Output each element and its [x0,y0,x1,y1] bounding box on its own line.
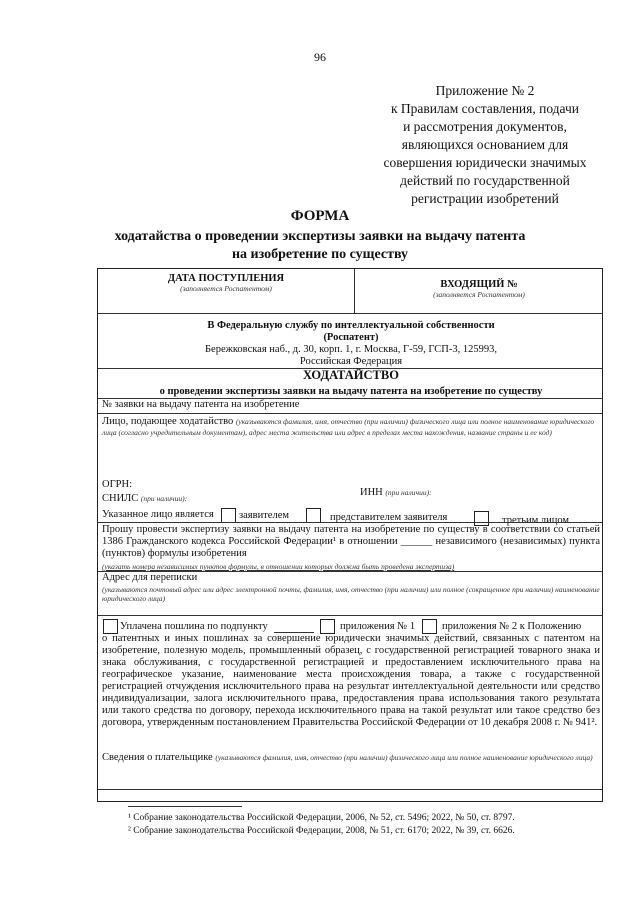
divider [98,313,602,314]
footnote-separator [128,806,242,807]
appendix-line: Приложение № 2 [435,83,535,98]
petition-title: ХОДАТАЙСТВО [303,368,399,382]
fee-text-rest: о патентных и иных пошлинах за совершение юридически значимых действий, связанных с патентом на изобретение, полезную модель, промышленный образец, с государственной регистрацией товарного знака и знака обслуживания, с государственной регистрацией и предоставлением исключительного права на географическое указание, наименование места происхождения товара, а также с государственной регистрацией отчуждения исключительного права на результат интеллектуальной деятельности или средство индивидуализации, залога исключительного права, предоставления права использования такого результата или такого средства по договору, перехода исключительного права на такой результат или такое средство без договора, утвержденным постановлением Правительства Российской Федерации от 10 декабря 2008 г. № 941². [102,633,600,728]
appendix1-checkbox[interactable] [320,619,335,634]
appendix-line: и рассмотрения документов, [403,119,567,134]
appendix-line: регистрации изобретений [411,191,559,206]
addressee-line: Российская Федерация [299,356,403,367]
representative-checkbox[interactable] [306,508,321,523]
applicant-option-label: заявителем [239,510,290,521]
payer-note: (указываются фамилия, имя, отчество (при наличии) физического лица или полное наименование юридического лица) [215,753,593,762]
fee-text-c: приложения № 2 к Положению [442,621,582,632]
fee-text-a: Уплачена пошлина по подпункту [120,621,268,632]
appendix-line: совершения юридически значимых [383,155,587,170]
petitioner-note: (указываются фамилия, имя, отчество (при наличии) физического лица или полное наименование юридического лица (согласно учредительным документам), адрес места жительства или адрес в пределах места нахождения, название страны и ее код) [102,417,595,437]
petition-subtitle: о проведении экспертизы заявки на выдачу патента на изобретение по существу [159,386,543,397]
addressee-line: В Федеральную службу по интеллектуальной собственности [207,320,495,331]
inn-label: ИНН [360,487,383,498]
appendix-line: к Правилам составления, подачи [390,101,580,116]
addressee-block [98,320,604,368]
form-subtitle-line: на изобретение по существу [231,247,409,262]
date-label: ДАТА ПОСТУПЛЕНИЯ [167,273,285,284]
snils-field [102,493,187,505]
footnote-2: ² Собрание законодательства Российской Федерации, 2008, № 51, ст. 6170; 2022, № 39, ст. 6626. [128,826,515,836]
appendix-line: действий по государственной [400,173,570,188]
divider [98,413,602,414]
applicant-checkbox[interactable] [221,508,236,523]
appendix-line: являющихся основанием для [401,137,569,152]
petitioner-label: Лицо, подающее ходатайство [102,416,234,427]
snils-label: СНИЛС [102,493,139,504]
divider [98,522,602,523]
representative-option-label: представителем заявителя [330,512,448,523]
incoming-label: ВХОДЯЩИЙ № [440,279,518,290]
payer-label: Сведения о плательщике [102,752,213,763]
third-party-option-label: третьим лицом [502,515,570,526]
correspondence-label: Адрес для переписки [102,572,198,583]
date-note: (заполняется Роспатентом) [180,284,272,293]
request-note: (указать номера независимых пунктов формулы, в отношении которых должна быть проведена экспертиза) [102,562,455,571]
role-label: Указанное лицо является [102,509,214,520]
request-text: Прошу провести экспертизу заявки на выдачу патента на изобретение по существу в соответствии со статьей 1386 Гражданского кодекса Российской Федерации¹ в отношении ______ независимого (независимых) пункта (пунктов) формулы изобретения [102,524,600,559]
inn-note: (при наличии): [385,488,432,497]
form-title: ФОРМА [290,208,350,224]
appendix2-checkbox[interactable] [422,619,437,634]
date-cell [98,273,354,293]
divider [98,615,602,616]
form-subtitle-line: ходатайства о проведении экспертизы заявки на выдачу патента [114,229,526,244]
divider [98,789,602,790]
petitioner-block [102,416,600,438]
correspondence-note: (указываются почтовый адрес или адрес электронной почты, фамилия, имя, отчество (при наличии) или полное (сокращенное при наличии) наименование юридического лица) [102,585,600,603]
appendix-block [360,82,610,208]
page-number: 96 [314,50,326,64]
incoming-cell [355,279,603,299]
addressee-line: (Роспатент) [323,332,379,343]
fee-paid-checkbox[interactable] [103,619,118,634]
petition-form [97,268,603,802]
payer-block [102,752,600,763]
form-subtitle [0,228,640,264]
application-number-label: № заявки на выдачу патента на изобретение [102,399,300,410]
fee-text-b: приложения № 1 [340,621,416,632]
incoming-note: (заполняется Роспатентом) [433,290,525,299]
snils-note: (при наличии): [140,494,188,503]
ogrn-label: ОГРН: [102,479,132,490]
footnote-1: ¹ Собрание законодательства Российской Федерации, 2006, № 52, ст. 5496; 2022, № 50, ст. 8797. [128,813,515,823]
addressee-line: Бережковская наб., д. 30, корп. 1, г. Москва, Г-59, ГСП-3, 125993, [205,344,497,355]
inn-field [360,487,432,499]
